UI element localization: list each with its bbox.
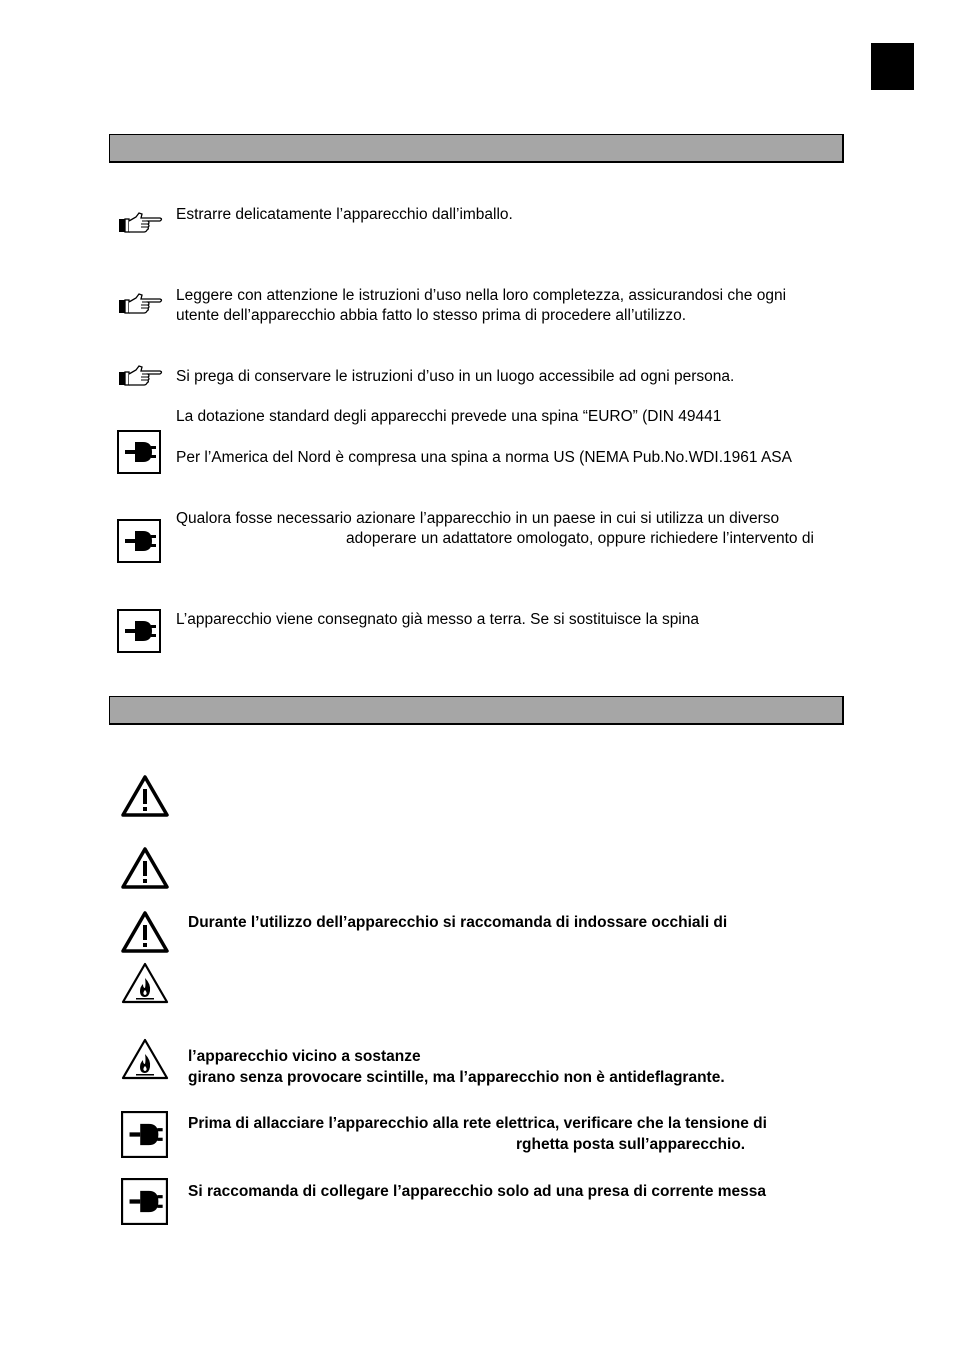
warning-text: Si raccomanda di collegare l’apparecchio solo ad una presa di corrente messa [188,1183,767,1200]
power-plug-icon [121,1178,168,1225]
pointing-hand-icon [118,365,164,387]
warning-text: l’apparecchio vicino a sostanze [188,1048,421,1065]
plug-info-text: Per l’America del Nord è compresa una spina a norma US (NEMA Pub.No.WDI.1961 ASA [176,449,792,466]
plug-info-text: La dotazione standard degli apparecchi prevede una spina “EURO” (DIN 49441 [176,408,722,425]
pointing-hand-icon [118,293,164,315]
warning-text: Prima di allacciare l’apparecchio alla rete elettrica, verificare che la tensione di [188,1115,767,1132]
warning-text: girano senza provocare scintille, ma l’apparecchio non è antideflagrante. [188,1069,725,1086]
warning-triangle-icon [121,846,169,890]
warning-triangle-icon [121,774,169,818]
warning-text: Durante l’utilizzo dell’apparecchio si raccomanda di indossare occhiali di [188,914,728,931]
power-plug-icon [117,519,161,563]
instruction-text: Estrarre delicatamente l’apparecchio dall’imballo. [176,206,513,223]
section-header-bar [109,134,844,163]
flammable-triangle-icon [121,1037,169,1081]
instruction-text: utente dell’apparecchio abbia fatto lo stesso prima di procedere all’utilizzo. [176,307,687,324]
power-plug-icon [117,430,161,474]
section-header-bar [109,696,844,725]
power-plug-icon [117,609,161,653]
plug-info-text: Qualora fosse necessario azionare l’apparecchio in un paese in cui si utilizza un diverso [176,510,780,527]
section-tab-marker [871,43,914,90]
flammable-triangle-icon [121,961,169,1005]
instruction-text: Leggere con attenzione le istruzioni d’uso nella loro completezza, assicurandosi che ogni [176,287,787,304]
warning-triangle-icon [121,910,169,954]
pointing-hand-icon [118,212,164,234]
plug-info-text: adoperare un adattatore omologato, oppure richiedere l’intervento di [346,530,814,547]
plug-info-text: L’apparecchio viene consegnato già messo a terra. Se si sostituisce la spina [176,611,699,628]
power-plug-icon [121,1111,168,1158]
warning-text: rghetta posta sull’apparecchio. [516,1136,746,1153]
instruction-text: Si prega di conservare le istruzioni d’uso in un luogo accessibile ad ogni persona. [176,368,735,385]
